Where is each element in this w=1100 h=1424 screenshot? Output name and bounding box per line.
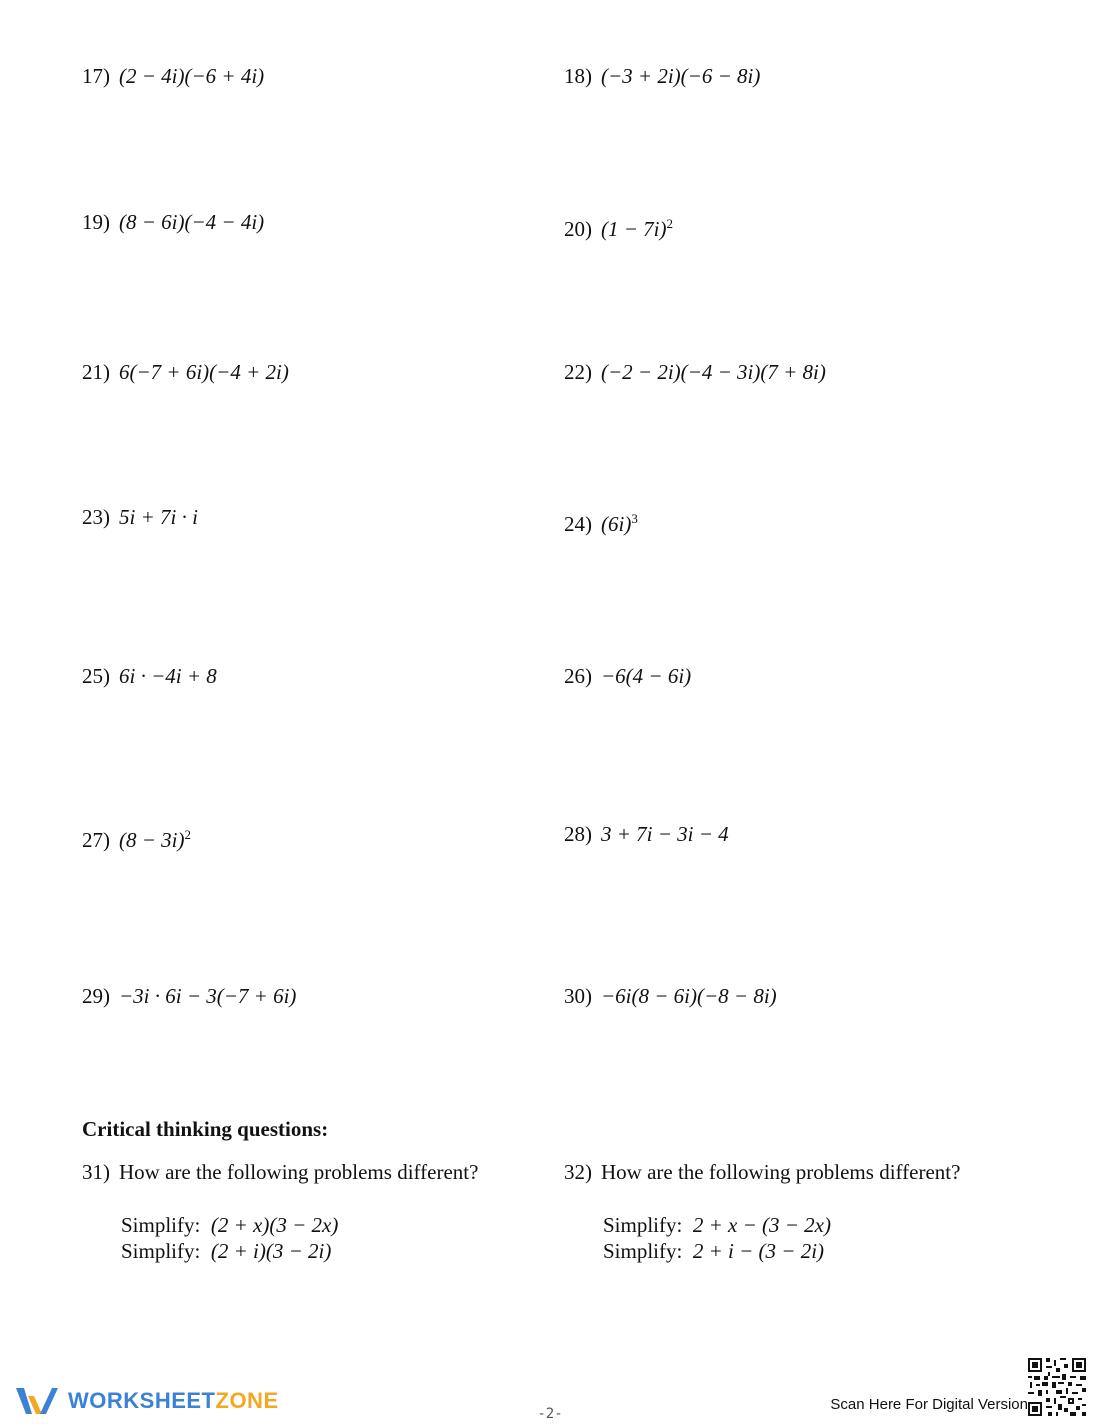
problem-number: 29) (82, 984, 110, 1008)
simplify-expression: 2 + i − (3 − 2i) (692, 1239, 825, 1263)
scan-caption: Scan Here For Digital Version (830, 1396, 1028, 1413)
problem-19 (82, 212, 264, 233)
problem-exponent: 2 (184, 827, 191, 842)
simplify-line (82, 1238, 478, 1264)
problem-expression: (−3 + 2i)(−6 − 8i) (601, 64, 761, 88)
problem-20 (564, 217, 673, 240)
problem-29 (82, 986, 296, 1007)
simplify-label: Simplify: (603, 1239, 683, 1263)
simplify-label: Simplify: (603, 1213, 683, 1237)
problem-number: 18) (564, 64, 592, 88)
problem-expression: (2 − 4i)(−6 + 4i) (119, 64, 265, 88)
problem-21 (82, 362, 289, 383)
question-prompt (82, 1160, 478, 1185)
simplify-expression: 2 + x − (3 − 2x) (692, 1213, 831, 1237)
problem-expression: 6(−7 + 6i)(−4 + 2i) (119, 360, 289, 384)
problem-expression: (6i) (601, 512, 632, 536)
question-prompt (564, 1160, 960, 1185)
problem-30 (564, 986, 777, 1007)
problem-27 (82, 828, 191, 851)
simplify-label: Simplify: (121, 1239, 201, 1263)
problem-number: 23) (82, 505, 110, 529)
problem-expression: −6i(8 − 6i)(−8 − 8i) (601, 984, 777, 1008)
problem-expression: −6(4 − 6i) (601, 664, 692, 688)
problem-number: 17) (82, 64, 110, 88)
problem-18 (564, 66, 760, 87)
question-text: How are the following problems different? (601, 1160, 961, 1184)
simplify-line (82, 1212, 478, 1238)
page-number: -2- (537, 1406, 563, 1422)
problem-expression: (−2 − 2i)(−4 − 3i)(7 + 8i) (601, 360, 826, 384)
question-32 (564, 1160, 960, 1264)
problem-expression: (1 − 7i) (601, 217, 667, 241)
problem-expression: (8 − 3i) (119, 828, 185, 852)
problem-number: 22) (564, 360, 592, 384)
problem-number: 19) (82, 210, 110, 234)
logo-word-worksheet: WORKSHEET (68, 1388, 216, 1413)
problem-24 (564, 512, 638, 535)
problem-expression: (8 − 6i)(−4 − 4i) (119, 210, 265, 234)
problem-number: 24) (564, 512, 592, 536)
problem-expression: 5i + 7i · i (119, 505, 198, 529)
simplify-line (564, 1212, 960, 1238)
problem-25 (82, 666, 217, 687)
problem-exponent: 3 (631, 511, 638, 526)
problem-expression: 6i · −4i + 8 (119, 664, 217, 688)
simplify-expression: (2 + x)(3 − 2x) (210, 1213, 339, 1237)
problem-number: 20) (564, 217, 592, 241)
problem-26 (564, 666, 691, 687)
logo-word-zone: ZONE (215, 1388, 279, 1413)
simplify-label: Simplify: (121, 1213, 201, 1237)
problem-number: 27) (82, 828, 110, 852)
problem-number: 21) (82, 360, 110, 384)
qr-code-icon[interactable] (1028, 1358, 1086, 1416)
problem-expression: 3 + 7i − 3i − 4 (601, 822, 729, 846)
problem-23 (82, 507, 198, 528)
simplify-line (564, 1238, 960, 1264)
problem-17 (82, 66, 264, 87)
problem-expression: −3i · 6i − 3(−7 + 6i) (119, 984, 297, 1008)
problem-22 (564, 362, 826, 383)
question-number: 32) (564, 1160, 592, 1184)
problem-number: 28) (564, 822, 592, 846)
question-31 (82, 1160, 478, 1264)
simplify-expression: (2 + i)(3 − 2i) (210, 1239, 332, 1263)
question-number: 31) (82, 1160, 110, 1184)
question-text: How are the following problems different? (119, 1160, 479, 1184)
critical-thinking-heading: Critical thinking questions: (82, 1117, 329, 1141)
problem-number: 30) (564, 984, 592, 1008)
problem-number: 26) (564, 664, 592, 688)
problem-number: 25) (82, 664, 110, 688)
problem-exponent: 2 (666, 216, 673, 231)
problem-28 (564, 824, 729, 845)
